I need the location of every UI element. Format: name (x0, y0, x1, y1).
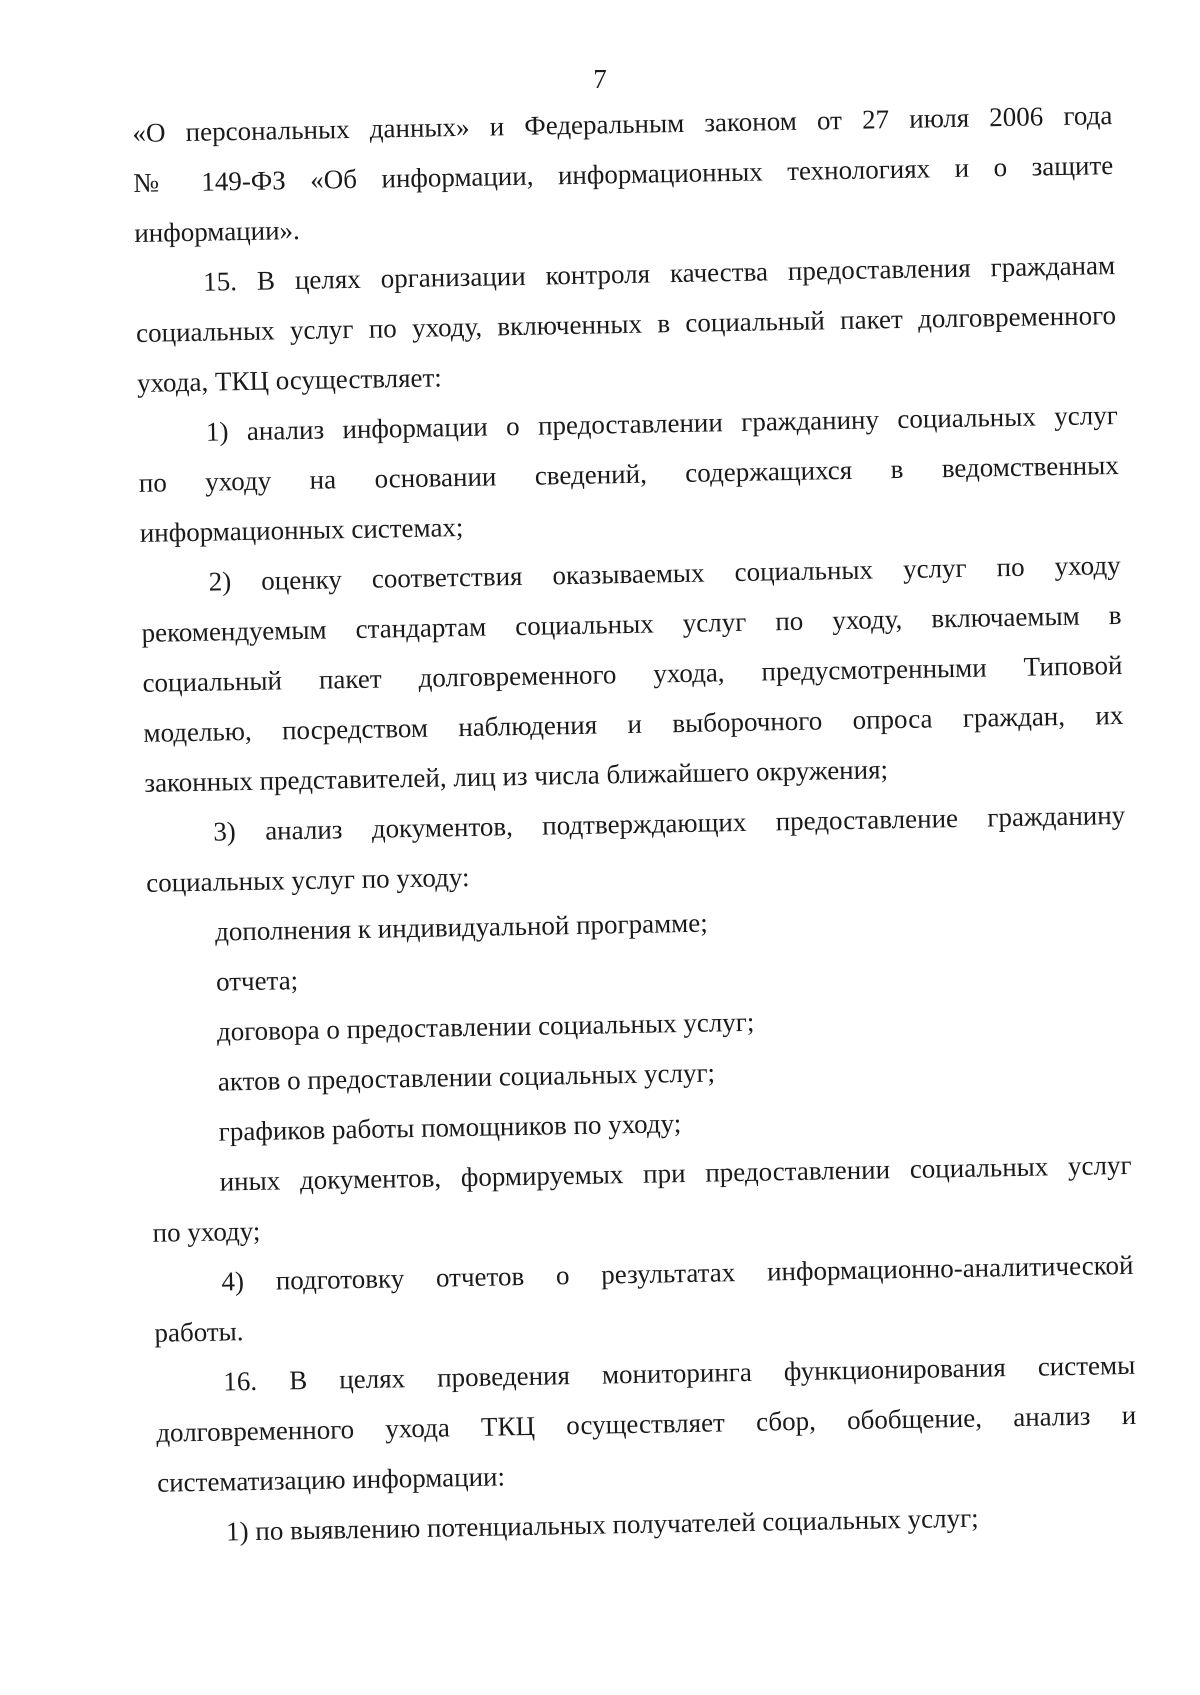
text-line: договора о предоставлении социальных услуг; (216, 1006, 755, 1047)
document-body (132, 90, 1138, 1558)
page-number: 7 (593, 64, 607, 94)
text-line: законных представителей, лиц из числа ближайшего окружения; (144, 754, 889, 798)
text-line: 16. В целях проведения мониторинга функционирования системы (223, 1349, 1136, 1397)
text-line: 4) подготовку отчетов о результатах информационно-аналитической (221, 1249, 1134, 1297)
text-line: актов о предоставлении социальных услуг; (217, 1057, 716, 1097)
text-line: 15. В целях организации контроля качества предоставления гражданам (202, 250, 1116, 297)
text-line: иных документов, формируемых при предоставлении социальных услуг (219, 1149, 1132, 1197)
text-line: систематизацию информации: (156, 1461, 506, 1498)
text-line: социальных услуг по уходу: (145, 861, 470, 898)
text-line: 2) оценку соответствия оказываемых социальных услуг по уходу (208, 549, 1121, 597)
text-line: 1) анализ информации о предоставлении гражданину социальных услуг (205, 399, 1119, 447)
text-line: графиков работы помощников по уходу; (218, 1108, 682, 1147)
text-line: 3) анализ документов, подтверждающих предоставление гражданину (212, 799, 1126, 847)
text-line: № 149-ФЗ «Об информации, информационных технологиях и о защите (133, 150, 1114, 198)
text-line: дополнения к индивидуальной программе; (214, 907, 708, 947)
text-line: 1) по выявлению потенциальных получателей социальных услуг; (225, 1502, 979, 1547)
text-line: отчета; (215, 965, 299, 997)
text-line: по уходу на основании сведений, содержащихся в ведомственных (138, 449, 1119, 498)
text-line: моделью, посредством наблюдения и выборочного опроса граждан, их (143, 699, 1124, 748)
text-line: информационных системах; (139, 512, 464, 548)
text-line: социальный пакет долговременного ухода, предусмотренными Типовой (142, 649, 1123, 698)
text-line: информации». (134, 214, 301, 248)
text-line: рекомендуемым стандартам социальных услуг по уходу, включаемым в (141, 599, 1122, 648)
text-line: «О персональных данных» и Федеральным законом от 27 июля 2006 года (132, 100, 1113, 148)
text-line: по уходу; (152, 1215, 261, 1248)
text-line: социальных услуг по уходу, включенных в социальный пакет долговременного (135, 300, 1117, 348)
text-line: работы. (154, 1316, 244, 1348)
text-line: долговременного ухода ТКЦ осуществляет сбор, обобщение, анализ и (156, 1399, 1137, 1448)
text-line: ухода, ТКЦ осуществляет: (136, 362, 443, 398)
